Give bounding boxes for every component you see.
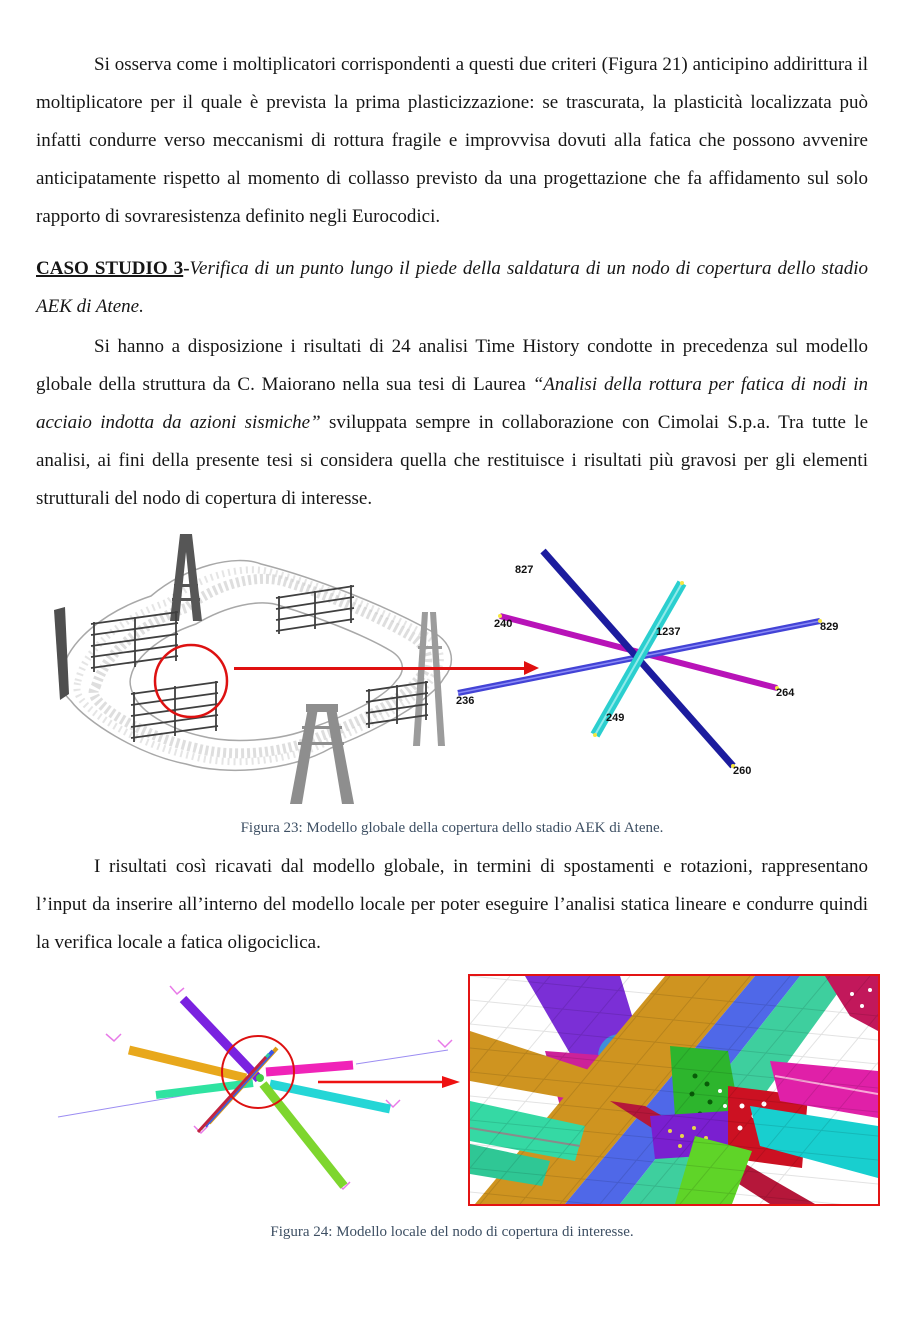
figure-23 (36, 526, 868, 814)
section-heading (36, 250, 868, 326)
local-beam-model-image (56, 972, 462, 1214)
mesh-tube-cyan-right (750, 1106, 878, 1178)
pylon-tower-left (54, 607, 69, 700)
stadium-global-model-image (36, 526, 458, 814)
paragraph-1: Si osserva come i moltiplicatori corrispondenti a questi due criteri (Figura 21) anticipino addirittura il moltiplicatore per il quale è prevista la prima plasticizzazione: se trascurata, la plasticità localizzata può infatti condurre verso meccanismi di rottura fragile e improvvisa dovuti alla fatica che possono avvenire anticipatamente rispetto al momento di collasso previsto da una progettazione che fa affidamento sul solo rapporto di sovraresistenza definito negli Eurocodici. (36, 54, 868, 227)
zoom-arrow-shaft (234, 667, 526, 670)
member-label: 1237 (656, 626, 681, 638)
beam-axis-line (356, 1050, 448, 1064)
mesh-detail-image (470, 976, 878, 1204)
paragraph-3: I risultati così ricavati dal modello globale, in termini di spostamenti e rotazioni, rappresentano l’input da inserire all’interno del modello locale per poter eseguire l’analisi statica lineare e condurre quindi la verifica locale a fatica oligociclica. (36, 856, 868, 953)
member-label: 240 (494, 618, 513, 630)
member-label: 249 (606, 712, 625, 724)
joint-node (256, 1074, 264, 1082)
zoom-arrow-icon (318, 1076, 460, 1088)
member-label: 827 (515, 564, 534, 576)
figure-24 (36, 972, 868, 1214)
member-magenta (266, 1065, 353, 1072)
paragraph-2 (36, 328, 868, 518)
member-label: 236 (456, 695, 475, 707)
member-cyan (270, 1084, 390, 1109)
mesh-detail-frame (468, 974, 880, 1206)
pylon-tower-bottom (290, 704, 354, 804)
heading-case-label: CASO STUDIO 3 (36, 258, 184, 279)
mesh-plate-crimson-topright (825, 976, 878, 1031)
member-label: 264 (776, 687, 795, 699)
paragraph-2-outro: sviluppata sempre in collaborazione con Cimolai S.p.a. Tra tutte le analisi, ai fini della presente tesi si considera quella che restituisce i risultati più gravosi per gli elementi strutturali del nodo di copertura di interesse. (36, 412, 869, 509)
pylon-tower-right (413, 612, 445, 746)
member-orange (129, 1050, 246, 1078)
heading-subtitle: Verifica di un punto lungo il piede della saldatura di un nodo di copertura dello stadio AEK di Atene. (36, 258, 868, 317)
figure-24-caption: Figura 24: Modello locale del nodo di copertura di interesse. (270, 1224, 634, 1240)
paragraph-2-intro: Si hanno a disposizione i risultati di 24 analisi Time History condotte in precedenza sul modello globale della struttura da C. Maiorano nella sua tesi di Laurea (36, 336, 868, 395)
member-label: 829 (820, 621, 839, 633)
grandstands (91, 585, 428, 742)
roof-ring-truss (60, 561, 451, 771)
figure-23-caption: Figura 23: Modello globale della copertura dello stadio AEK di Atene. (240, 820, 664, 836)
member-label: 260 (733, 765, 752, 777)
thesis-title-italic: “Analisi della rottura per fatica di nodi in acciaio indotta da azioni sismiche” (36, 374, 868, 433)
zoom-arrow-icon (524, 661, 539, 675)
heading-separator: - (183, 258, 190, 279)
pylon-tower-top (170, 534, 202, 621)
